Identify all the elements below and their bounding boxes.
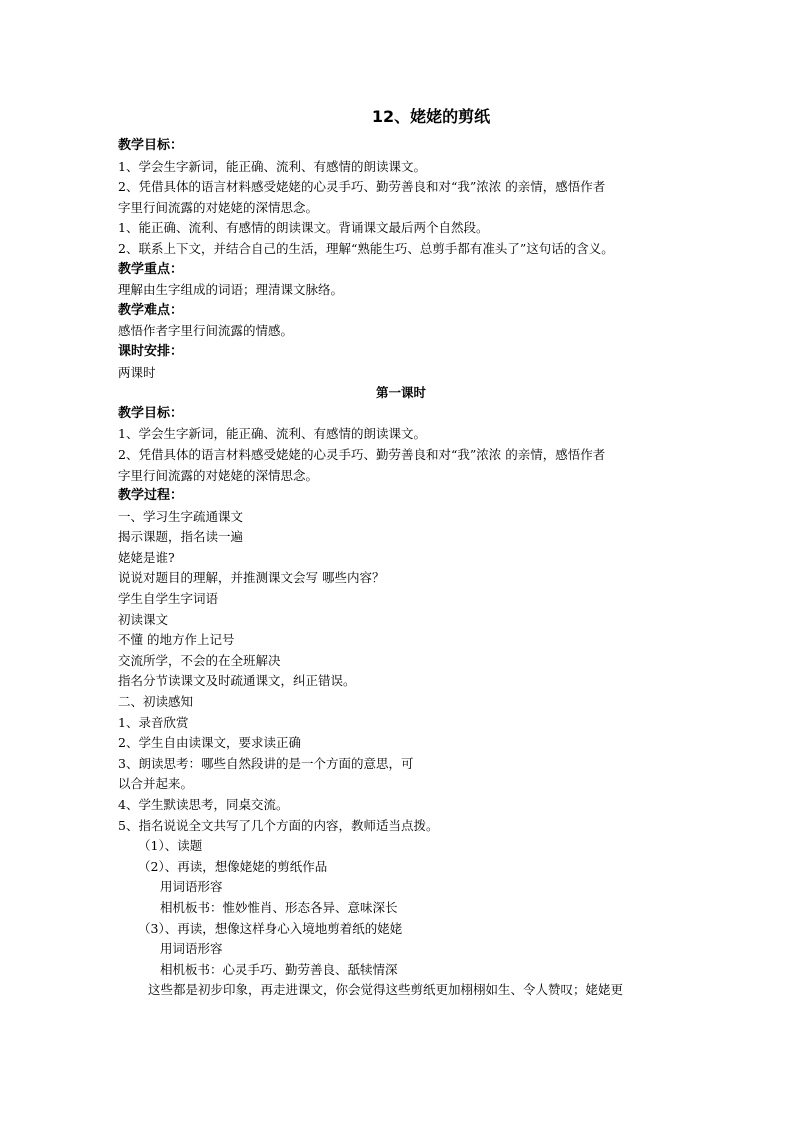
document-body — [118, 136, 684, 1001]
text-line: 4、学生默读思考，同桌交流。 — [118, 797, 289, 812]
text-line: 字里行间流露的对姥姥的深情思念。 — [118, 199, 319, 215]
section-heading: 教学目标： — [118, 138, 184, 153]
text-line: 这些都是初步印象，再走进课文，你会觉得这些剪纸更加栩栩如生、令人赞叹；姥姥更 — [148, 982, 624, 998]
lesson-subtitle: 第一课时 — [375, 385, 426, 401]
text-line: 姥姥是谁? — [118, 549, 175, 565]
text-line: 1、录音欣赏 — [118, 714, 189, 730]
section-heading: 教学难点： — [118, 302, 184, 318]
text-line: 3、朗读思考：哪些自然段讲的是一个方面的意思，可 — [118, 755, 414, 771]
text-line: 初读课文 — [118, 611, 169, 627]
text-line: 2、联系上下文，并结合自己的生活，理解“熟能生巧、总剪手都有准头了”这句话的含义。 — [118, 240, 614, 256]
text-line: 5、指名说说全文共写了几个方面的内容，教师适当点拨。 — [118, 817, 439, 833]
text-line: 两课时 — [118, 364, 156, 380]
text-line: 2、凭借具体的语言材料感受姥姥的心灵手巧、勤劳善良和对“我”浓浓 的亲情，感悟作者 — [118, 446, 606, 462]
text-line: 用词语形容 — [160, 879, 223, 895]
text-line: 不懂 的地方作上记号 — [118, 632, 235, 648]
text-line: 1、能正确、流利、有感情的朗读课文。背诵课文最后两个自然段。 — [118, 220, 489, 236]
text-line: （1）、读题 — [138, 838, 203, 854]
text-line: 一、学习生字疏通课文 — [118, 508, 244, 524]
text-line: （2）、再读，想像姥姥的剪纸作品 — [138, 858, 328, 874]
section-heading: 教学重点： — [118, 261, 184, 277]
text-line: 揭示课题，指名读一遍 — [118, 529, 244, 545]
document-page — [118, 106, 684, 1001]
text-line: 1、学会生字新词，能正确、流利、有感情的朗读课文。 — [118, 426, 426, 442]
section-heading: 教学过程： — [118, 488, 184, 504]
text-line: 用词语形容 — [160, 941, 223, 957]
text-line: 感悟作者字里行间流露的情感。 — [118, 323, 294, 339]
text-line: 1、学会生字新词，能正确、流利、有感情的朗读课文。 — [118, 158, 426, 174]
text-line: 字里行间流露的对姥姥的深情思念。 — [118, 467, 319, 483]
text-line: 指名分节读课文及时疏通课文，纠正错误。 — [118, 673, 356, 689]
text-line: 学生自学生字词语 — [118, 591, 219, 607]
document-title: 12、姥姥的剪纸 — [371, 107, 491, 126]
text-line: 二、初读感知 — [118, 694, 194, 710]
section-heading: 课时安排： — [118, 343, 184, 359]
text-line: 2、凭借具体的语言材料感受姥姥的心灵手巧、勤劳善良和对“我”浓浓 的亲情，感悟作者 — [118, 179, 606, 195]
text-line: 交流所学，不会的在全班解决 — [118, 652, 281, 668]
text-line: （3）、再读，想像这样身心入境地剪着纸的姥姥 — [138, 920, 403, 936]
section-heading: 教学目标： — [118, 405, 184, 421]
text-line: 以合并起来。 — [118, 776, 194, 792]
text-line: 相机板书：惟妙惟肖、形态各异、意味深长 — [160, 899, 398, 915]
text-line: 说说对题目的理解，并推测课文会写 哪些内容？ — [118, 570, 385, 586]
text-line: 理解由生字组成的词语；理清课文脉络。 — [118, 282, 344, 298]
text-line: 2、学生自由读课文，要求读正确 — [118, 735, 301, 751]
text-line: 相机板书：心灵手巧、勤劳善良、舐犊情深 — [160, 961, 398, 977]
